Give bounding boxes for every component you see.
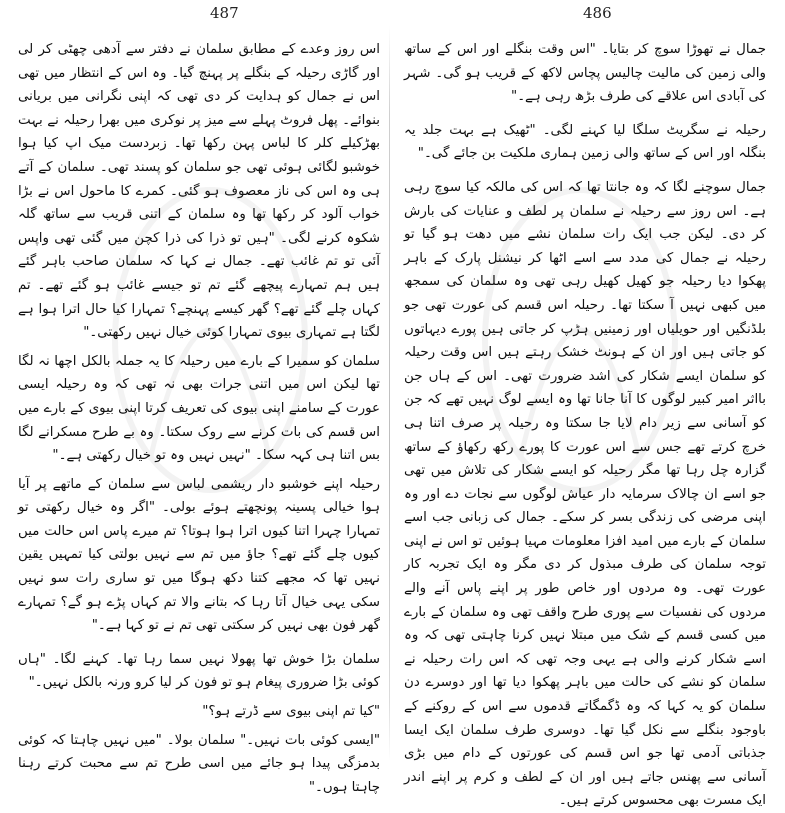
book-gutter <box>389 26 390 761</box>
left-page-text <box>18 38 380 795</box>
right-page-text <box>404 38 766 809</box>
right-page-number: 486 <box>583 4 612 22</box>
left-paragraph-5: "کیا تم اپنی بیوی سے ڈرتے ہو؟" <box>202 704 380 720</box>
left-paragraph-6: "ایسی کوئی بات نہیں۔" سلمان بولا۔ "میں نہیں چاہتا کہ کوئی بدمزگی پیدا ہو جائے میں اسی طرح تم سے محبت کرتے رہنا چاہتا ہوں۔" <box>18 732 380 795</box>
left-paragraph-1: اس روز وعدے کے مطابق سلمان نے دفتر سے آدھی چھٹی کر لی اور گاڑی رحیلہ کے بنگلے پر پہنچ گیا۔ وہ اس کے انتظار میں تھی اس نے جمال کو ہدایت کر دی تھی کہ اپنی نگرانی میں بریانی بنوائے۔ پھل فروٹ پہلے سے میز پر نوکری میں بھرا رحیلہ نے بہت بھڑکیلے کلر کا لباس پہن رکھا تھا۔ زبردست میک اپ کیا ہوا خوشبو لگائی ہوئی تھی جو سلمان کو پسند تھی۔ سلمان کے آتے ہی وہ اس کی ناز معصوف ہو گئی۔ کمرے کا ماحول اس نے بڑا خواب آلود کر رکھا تھا وہ سلمان کے اتنی قریب سے ساتھ گلہ شکوہ کرنے لگی۔ "ہیں تو ذرا کی ذرا کچن میں گئی تھی واپس آئی تو تم غائب تھے۔ جمال نے کہا کہ سلمان صاحب باہر گئے ہیں ہم تمہارے پیچھے گئے تم تو جیسے غائب ہو گئے تھے۔ تم کہاں چلے گئے تھے؟ گھر کیسے پہنچے؟ تمہارا کیا حال اترا ہوا ہے لگتا ہے تمہاری بیوی تمہارا کوئی خیال نہیں رکھتی۔" <box>18 42 380 341</box>
right-paragraph-3: جمال سوچنے لگا کہ وہ جانتا تھا کہ اس کی مالکہ کیا سوچ رہی ہے۔ اس روز سے رحیلہ نے سلمان پر لطف و عنایات کی بارش کر دی۔ لیکن جب ایک رات سلمان نشے میں دھت ہو گیا تو رحیلہ نے جمال کی مدد سے اسے اٹھا کر نیشنل پارک کے باہر پھکوا دیا رحیلہ جو کھیل کھیل رہی تھی وہ سلمان کی سمجھ میں کبھی نہیں آ سکتا تھا۔ رحیلہ اس قسم کی عورت تھی جو بلڈنگیں اور حویلیاں اور زمینیں ہڑپ کر جاتی ہیں پورے دیہاتوں کو جاتی ہیں اور ان کے ہونٹ خشک رہتے ہیں اس وقت رحیلہ کو سلمان ایسے شکار کی اشد ضرورت تھی۔ اس کے ہاں جن بااثر امیر کبیر لوگوں کا آنا جانا تھا وہ ایسے لوگ نہیں تھے کہ جن کو آسانی سے زیر دام لایا جا سکتا وہ رحیلہ پر صرف اتنا ہی خرچ کرتے تھے جس سے اس عورت کا پورے رکھ رکھاؤ کے ساتھ گزارہ چل رہا تھا مگر رحیلہ کو ایسے شکار کی تلاش میں تھی جو اسے ان چالاک سرمایہ دار عیاش لوگوں سے نجات دے اور وہ اپنی مرضی کی زندگی بسر کر سکے۔ جمال کی زبانی جب اسے سلمان کے بارے میں امید افزا معلومات مہیا ہوئیں تو اس نے اپنی توجہ سلمان کی طرف مبذول کر دی مگر وہ ایک تجربہ کار عورت تھی۔ وہ مردوں اور خاص طور پر اپنے پاس آنے والے مردوں کی نفسیات سے پوری طرح واقف تھی وہ سلمان کے بارے میں کسی قسم کے شک میں مبتلا نہیں کرنا چاہتی تھی کہ وہ اسے شکار کرنے والی ہے یہی وجہ تھی کہ اس رات رحیلہ نے سلمان کو نشے کی حالت میں باہر پھکوا دیا تھا اور دوسرے دن سلمان کو یہ کہا کہ وہ ڈگمگاتے قدموں سے اس کے روکنے کے باوجود بنگلے سے نکل گیا تھا۔ دوسری طرف سلمان ایک ایسا جذباتی آدمی تھا جو اس قسم کی عورتوں کے دام میں بڑی آسانی سے پھنس جاتے ہیں اور ان کے لطف و کرم پر اپنے اندر ایک مسرت بھی محسوس کرتے ہیں۔ <box>404 179 766 809</box>
right-paragraph-2: رحیلہ نے سگریٹ سلگا لیا کہنے لگی۔ "ٹھیک ہے بہت جلد یہ بنگلہ اور اس کے ساتھ والی زمین ہماری ملکیت بن جائے گی۔" <box>404 122 766 162</box>
left-page-number: 487 <box>210 4 239 22</box>
left-paragraph-2: سلمان کو سمیرا کے بارے میں رحیلہ کا یہ جملہ بالکل اچھا نہ لگا تھا لیکن اس میں اتنی جرات بھی نہ تھی کہ وہ رحیلہ ایسی عورت کے سامنے اپنی بیوی کی تعریف کرتا اپنی بیوی کے بارے میں اس قسم کی بات کرنے سے روک سکتا۔ وہ بے طرح مسکرانے لگا بس اتنا ہی کہہ سکا۔ "نہیں نہیں وہ تو خیال رکھتی ہے۔" <box>18 353 380 464</box>
right-paragraph-1: جمال نے تھوڑا سوچ کر بتایا۔ "اس وقت بنگلے اور اس کے ساتھ والی زمین کی مالیت چالیس پچاس لاکھ کے قریب ہو گی۔ شہر کی آبادی اس علاقے کی طرف بڑھ رہی ہے۔" <box>404 42 766 105</box>
left-paragraph-3: رحیلہ اپنے خوشبو دار ریشمی لباس سے سلمان کے ماتھے پر آیا ہوا خیالی پسینہ پونچھتے ہوئے بولی۔ "اگر وہ خیال رکھتی تو تمہارا چہرا اتنا کیوں اترا ہوا ہوتا؟ تم میرے پاس اس حالت میں کیوں چلے گئے تھے؟ جاؤ میں تم سے نہیں بولتی کیا تمہیں یقین نہیں تھا کہ مجھے کتنا دکھ ہوگا میں تو ساری رات سو نہیں سکی یہی خیال آتا رہا کہ بتانے والا تم کہاں پڑے ہو گے؟ تمہارے گھر فون بھی نہیں کر سکتی تھی تم نے تو کہا ہے۔" <box>18 476 380 634</box>
left-paragraph-4: سلمان بڑا خوش تھا پھولا نہیں سما رہا تھا۔ کہنے لگا۔ "ہاں کوئی بڑا ضروری پیغام ہو تو فون کر لیا کرو ورنہ بالکل نہیں۔" <box>18 651 380 691</box>
